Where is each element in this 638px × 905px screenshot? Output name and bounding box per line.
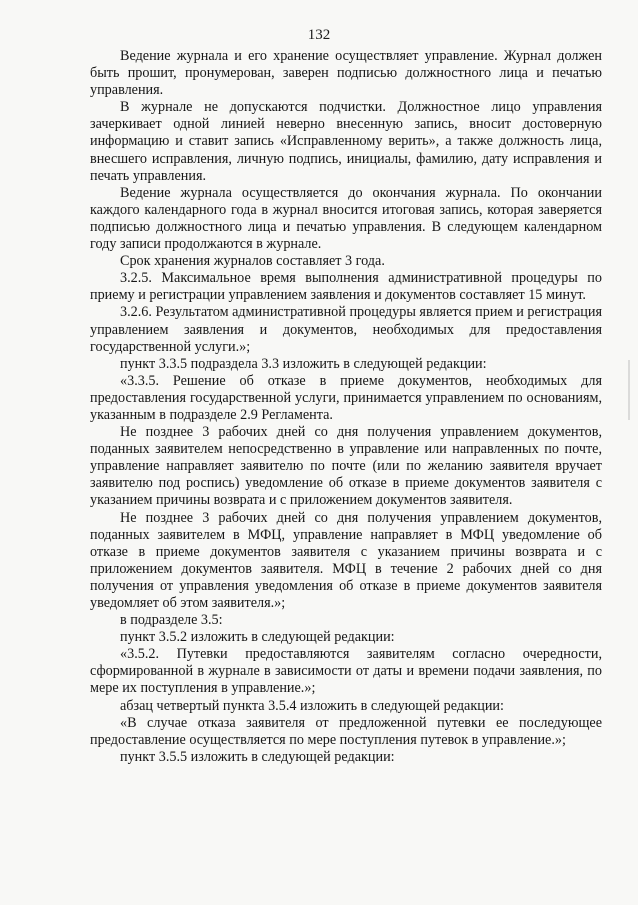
paragraph-3-5-4: «В случае отказа заявителя от предложенной путевки ее последующее предоставление осуществляется по мере поступления путевок в управление.»; [90, 714, 602, 748]
paragraph-journal-storage: Ведение журнала и его хранение осуществляет управление. Журнал должен быть прошит, пронумерован, заверен подписью должностного лица и печатью управления. [90, 48, 602, 99]
document-body [90, 48, 602, 766]
paragraph-journal-maintenance: Ведение журнала осуществляется до окончания журнала. По окончании каждого календарного года в журнал вносится итоговая запись, которая заверяется подписью должностного лица и печатью управления. В следующем календарном году записи продолжаются в журнале. [90, 184, 602, 253]
paragraph-postal-refusal: Не позднее 3 рабочих дней со дня получения управлением документов, поданных заявителем непосредственно в управление или направленных по почте, управление направляет заявителю по почте (или по желанию заявителя вручает заявителю под роспись) уведомление об отказе в приеме документов заявителя с указанием причины возврата и с приложением документов заявителя. [90, 424, 602, 509]
paragraph-3-2-5: 3.2.5. Максимальное время выполнения административной процедуры по приему и регистрации управлением заявления и документов составляет 15 минут. [90, 270, 602, 304]
page-number: 132 [307, 27, 331, 43]
paragraph-retention-period: Срок хранения журналов составляет 3 года. [120, 253, 385, 270]
paragraph-3-5-2: «3.5.2. Путевки предоставляются заявителям согласно очередности, сформированной в журнале в зависимости от даты и времени подачи заявления, по мере их поступления в управление.»; [90, 646, 602, 697]
scan-edge-mark [628, 360, 630, 420]
paragraph-amend-3-3-5: пункт 3.3.5 подраздела 3.3 изложить в следующей редакции: [120, 355, 487, 372]
paragraph-amend-3-5-2: пункт 3.5.2 изложить в следующей редакции: [120, 629, 395, 646]
paragraph-no-erasures: В журнале не допускаются подчистки. Должностное лицо управления зачеркивает одной линией неверно внесенную запись, вносит достоверную информацию и ставит запись «Исправленному верить», а также должность лица, внесшего исправления, личную подпись, инициалы, фамилию, дату исправления и печать управления. [90, 99, 602, 184]
paragraph-3-3-5: «3.3.5. Решение об отказе в приеме документов, необходимых для предоставления государственной услуги, принимается управлением по основаниям, указанным в подразделе 2.9 Регламента. [90, 372, 602, 423]
paragraph-amend-3-5-4: абзац четвертый пункта 3.5.4 изложить в следующей редакции: [120, 697, 504, 714]
paragraph-amend-3-5-5: пункт 3.5.5 изложить в следующей редакции: [120, 748, 395, 765]
paragraph-subsection-3-5: в подразделе 3.5: [120, 612, 223, 629]
paragraph-mfc-refusal: Не позднее 3 рабочих дней со дня получения управлением документов, поданных заявителем в МФЦ, управление направляет в МФЦ уведомление об отказе в приеме документов заявителя с указанием причины возврата и с приложением документов заявителя. МФЦ в течение 2 рабочих дней со дня получения от управления уведомления об отказе в приеме документов заявителя уведомляет об этом заявителя.»; [90, 509, 602, 611]
paragraph-3-2-6: 3.2.6. Результатом административной процедуры является прием и регистрация управлением заявления и документов, необходимых для предоставления государственной услуги.»; [90, 304, 602, 355]
